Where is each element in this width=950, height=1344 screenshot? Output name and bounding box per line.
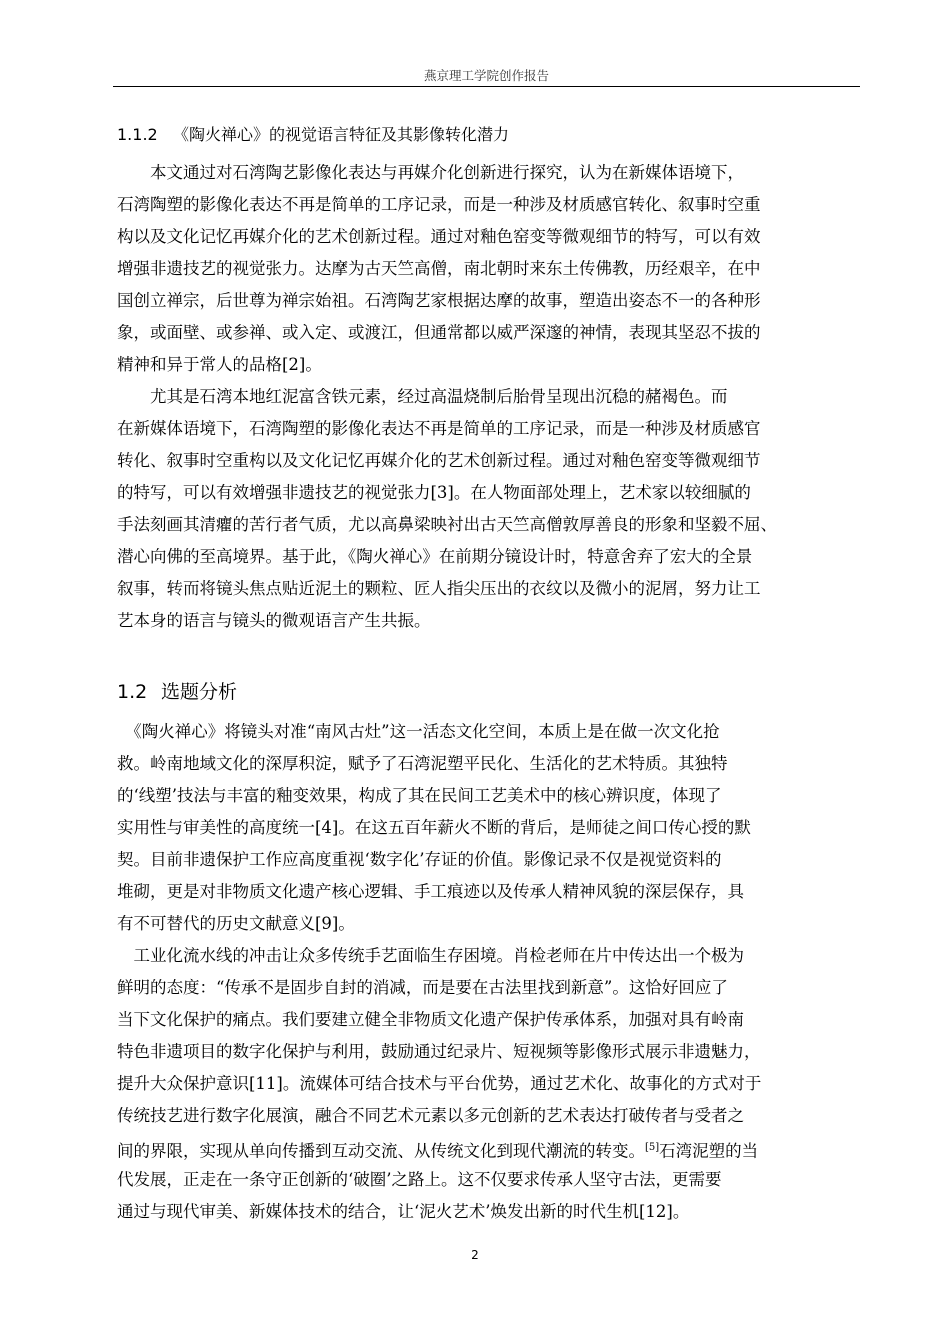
paragraph-line: 手法刻画其清癯的苦行者气质，尤以高鼻梁映衬出古天竺高僧敦厚善良的形象和坚毅不屈、 (117, 515, 777, 534)
paragraph-line: 工业化流水线的冲击让众多传统手艺面临生存困境。肖检老师在片中传达出一个极为 (117, 946, 744, 965)
paragraph-line: 潜心向佛的至高境界。基于此，《陶火禅心》在前期分镜设计时，特意舍弃了宏大的全景 (117, 547, 753, 566)
paragraph-line: 增强非遗技艺的视觉张力。达摩为古天竺高僧，南北朝时来东土传佛教，历经艰辛，在中 (117, 259, 761, 278)
page-number: 2 (471, 1248, 479, 1262)
paragraph-line: 代发展，正走在一条守正创新的‘破圈’之路上。这不仅要求传承人坚守古法，更需要 (117, 1170, 722, 1189)
paragraph-line: 契。目前非遗保护工作应高度重视‘数字化’存证的价值。影像记录不仅是视觉资料的 (117, 850, 722, 869)
paragraph-line: 通过与现代审美、新媒体技术的结合，让‘泥火艺术’焕发出新的时代生机[12]。 (117, 1202, 690, 1221)
paragraph-line: 鲜明的态度：“传承不是固步自封的消减，而是要在古法里找到新意”。这恰好回应了 (117, 978, 728, 997)
paragraph-line: 转化、叙事时空重构以及文化记忆再媒介化的艺术创新过程。通过对釉色窑变等微观细节 (117, 451, 761, 470)
paragraph-line: 石湾陶塑的影像化表达不再是简单的工序记录，而是一种涉及材质感官转化、叙事时空重 (117, 195, 761, 214)
header-divider (113, 86, 860, 87)
section-number: 1.2 (117, 681, 148, 703)
paragraph-line: 艺本身的语言与镜头的微观语言产生共振。 (117, 611, 431, 630)
paragraph-line: 象，或面壁、或参禅、或入定、或渡江，但通常都以威严深邃的神情，表现其坚忍不拔的 (117, 323, 761, 342)
citation-superscript: [5] (645, 1142, 660, 1153)
section-number: 1.1.2 (117, 125, 158, 144)
paragraph-line: 救。岭南地域文化的深厚积淀，赋予了石湾泥塑平民化、生活化的艺术特质。其独特 (117, 754, 728, 773)
paragraph-line: 的‘线塑’技法与丰富的釉变效果，构成了其在民间工艺美术中的核心辨识度，体现了 (117, 786, 722, 805)
section-heading-1-2 (117, 677, 237, 704)
line-text-tail: 石湾泥塑的当 (659, 1141, 759, 1161)
line-text: 间的界限，实现从单向传播到互动交流、从传统文化到现代潮流的转变。 (117, 1141, 645, 1161)
paragraph-line: 传统技艺进行数字化展演，融合不同艺术元素以多元创新的艺术表达打破传者与受者之 (117, 1106, 744, 1125)
paragraph-line: 堆砌，更是对非物质文化遗产核心逻辑、手工痕迹以及传承人精神风貌的深层保存，具 (117, 882, 744, 901)
paragraph-line: 构以及文化记忆再媒介化的艺术创新过程。通过对釉色窑变等微观细节的特写，可以有效 (117, 227, 761, 246)
paragraph-line: 本文通过对石湾陶艺影像化表达与再媒介化创新进行探究，认为在新媒体语境下， (117, 163, 744, 182)
paragraph-line (117, 1138, 758, 1162)
paragraph-line: 当下文化保护的痛点。我们要建立健全非物质文化遗产保护传承体系，加强对具有岭南 (117, 1010, 744, 1029)
paragraph-line: 有不可替代的历史文献意义[9]。 (117, 914, 355, 933)
section-heading-1-1-2 (117, 122, 509, 145)
paragraph-line: 叙事，转而将镜头焦点贴近泥土的颗粒、匠人指尖压出的衣纹以及微小的泥屑，努力让工 (117, 579, 761, 598)
paragraph-line: 精神和异于常人的品格[2]。 (117, 355, 322, 374)
paragraph-line: 在新媒体语境下，石湾陶塑的影像化表达不再是简单的工序记录，而是一种涉及材质感官 (117, 419, 761, 438)
paragraph-line: 国创立禅宗，后世尊为禅宗始祖。石湾陶艺家根据达摩的故事，塑造出姿态不一的各种形 (117, 291, 761, 310)
section-title: 《陶火禅心》的视觉语言特征及其影像转化潜力 (173, 125, 510, 144)
paragraph-line: 提升大众保护意识[11]。流媒体可结合技术与平台优势，通过艺术化、故事化的方式对于 (117, 1074, 762, 1093)
section-title: 选题分析 (161, 681, 238, 703)
paragraph-line: 的特写，可以有效增强非遗技艺的视觉张力[3]。在人物面部处理上，艺术家以较细腻的 (117, 483, 751, 502)
page-header: 燕京理工学院创作报告 (423, 68, 549, 83)
paragraph-line: 实用性与审美性的高度统一[4]。在这五百年薪火不断的背后，是师徒之间口传心授的默 (117, 818, 751, 837)
paragraph-line: 尤其是石湾本地红泥富含铁元素，经过高温烧制后胎骨呈现出沉稳的赭褐色。而 (117, 387, 728, 406)
paragraph-line: 特色非遗项目的数字化保护与利用，鼓励通过纪录片、短视频等影像形式展示非遗魅力， (117, 1042, 761, 1061)
paragraph-line: 《陶火禅心》将镜头对准“南风古灶”这一活态文化空间，本质上是在做一次文化抢 (117, 722, 720, 741)
